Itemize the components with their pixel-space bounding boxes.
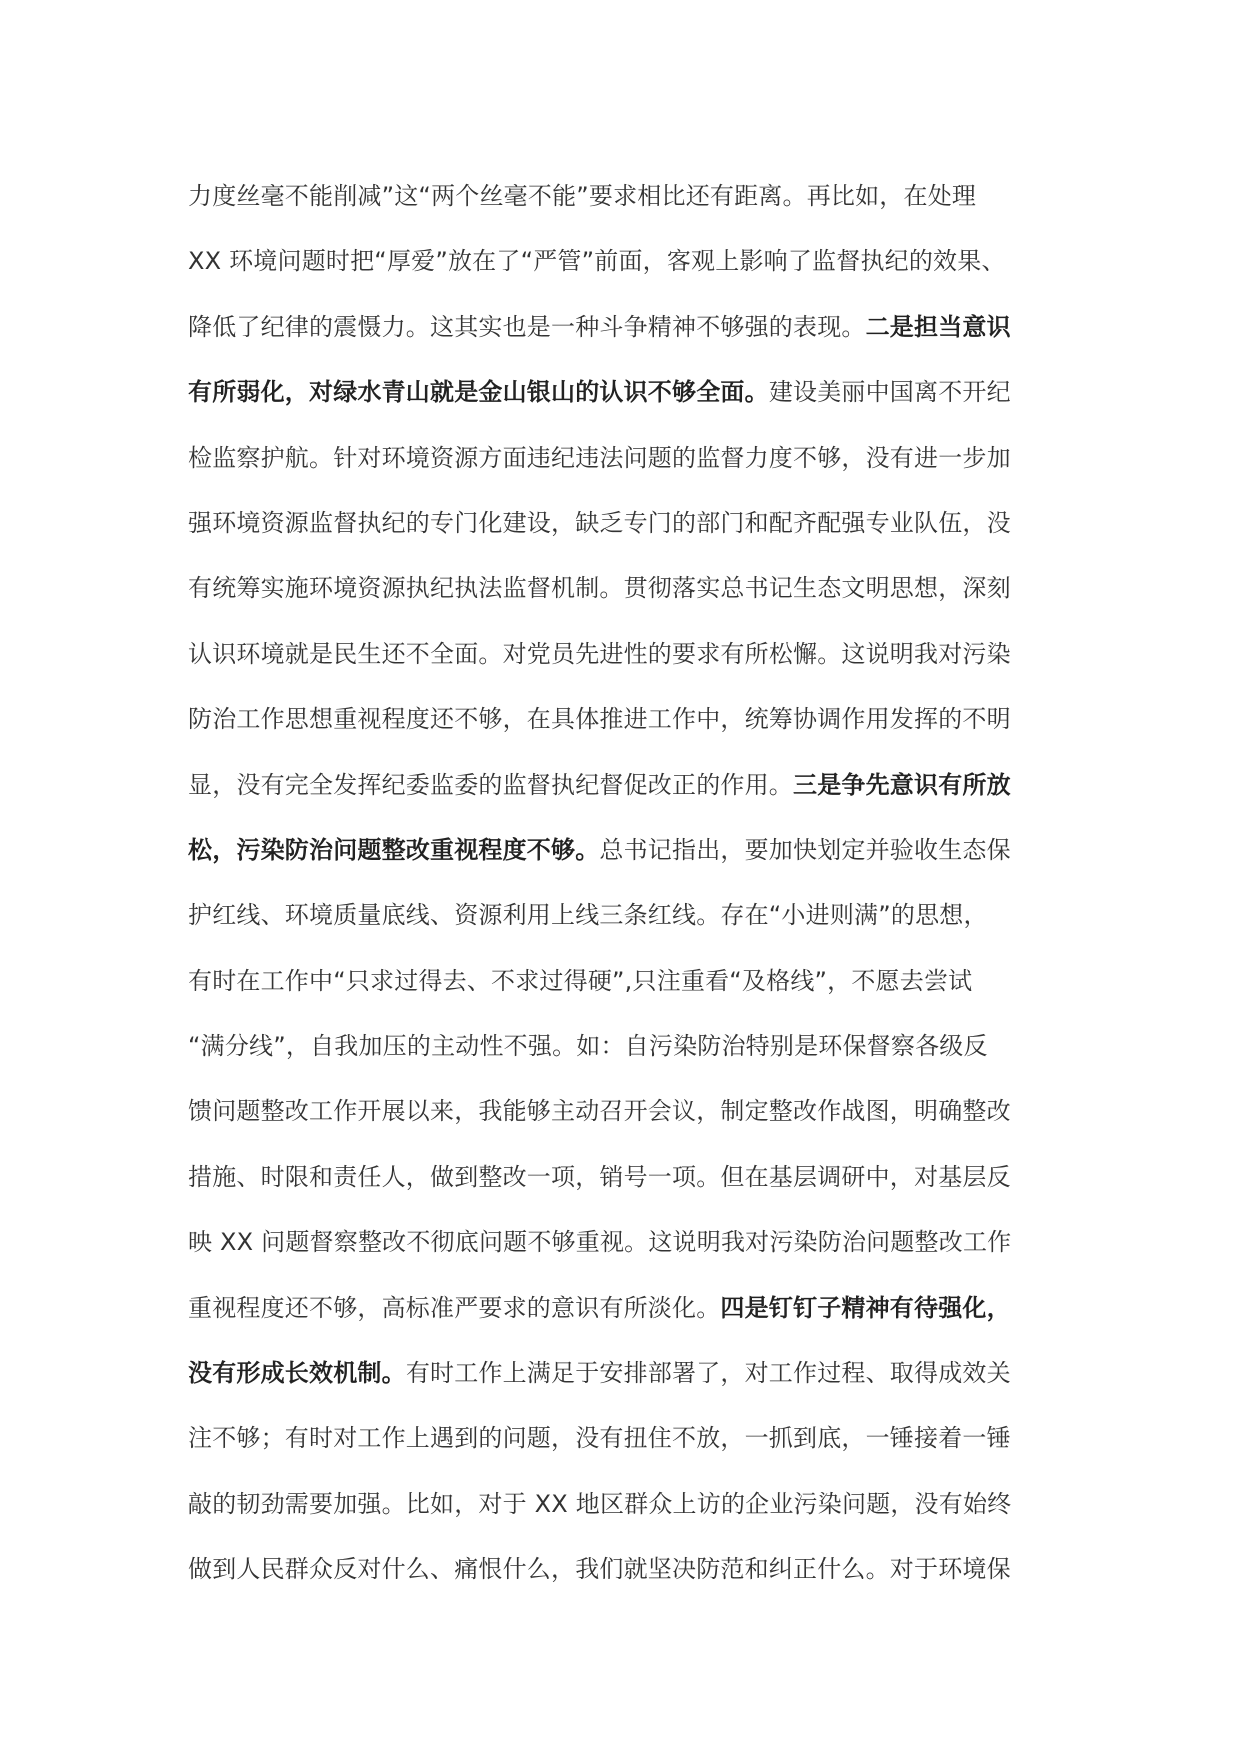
bold-text-segment: 没有形成长效机制。 [188,1359,406,1388]
text-segment: 建设美丽中国离不开纪 [768,378,1011,407]
text-line [188,1545,1068,1610]
text-line [188,1022,1068,1087]
text-line [188,630,1068,695]
text-segment: 映 XX 问题督察整改不彻底问题不够重视。这说明我对污染防治问题整改工作 [188,1228,1012,1257]
text-segment: 有时工作上满足于安排部署了，对工作过程、取得成效关 [405,1359,1011,1388]
text-segment: XX 环境问题时把“厚爱”放在了“严管”前面，客观上影响了监督执纪的效果、 [188,247,1006,276]
text-line [188,434,1068,499]
text-line [188,1087,1068,1152]
text-line [188,826,1068,891]
document-body [188,172,1068,1611]
text-line [188,1218,1068,1283]
text-line [188,1153,1068,1218]
text-segment: 认识环境就是民生还不全面。对党员先进性的要求有所松懈。这说明我对污染 [188,639,1011,668]
text-line [188,891,1068,956]
text-segment: 有时在工作中“只求过得去、不求过得硬”,只注重看“及格线”，不愿去尝试 [188,966,973,995]
text-segment: 护红线、环境质量底线、资源利用上线三条红线。存在“小进则满”的思想， [188,901,988,930]
text-segment: 力度丝毫不能削减”这“两个丝毫不能”要求相比还有距离。再比如，在处理 [188,182,977,210]
text-line [188,303,1068,368]
text-segment: 强环境资源监督执纪的专门化建设，缺乏专门的部门和配齐配强专业队伍，没 [188,508,1011,537]
text-line [188,695,1068,760]
bold-text-segment: 松，污染防治问题整改重视程度不够。 [188,835,600,864]
text-line [188,1349,1068,1414]
text-line [188,564,1068,629]
bold-text-segment: 二是担当意识 [865,312,1011,341]
text-line [188,1414,1068,1479]
text-line [188,1480,1068,1545]
text-segment: 馈问题整改工作开展以来，我能够主动召开会议，制定整改作战图，明确整改 [188,1097,1011,1126]
bold-text-segment: 有所弱化，对绿水青山就是金山银山的认识不够全面。 [188,378,769,407]
text-segment: 检监察护航。针对环境资源方面违纪违法问题的监督力度不够，没有进一步加 [188,443,1011,472]
text-segment: 重视程度还不够，高标准严要求的意识有所淡化。 [188,1293,721,1322]
text-line [188,1284,1068,1349]
text-segment: 显，没有完全发挥纪委监委的监督执纪督促改正的作用。 [188,770,793,799]
text-line [188,761,1068,826]
text-segment: 做到人民群众反对什么、痛恨什么，我们就坚决防范和纠正什么。对于环境保 [188,1555,1011,1584]
bold-text-segment: 三是争先意识有所放 [793,770,1011,799]
text-segment: 防治工作思想重视程度还不够，在具体推进工作中，统筹协调作用发挥的不明 [188,705,1011,734]
text-segment: 注不够；有时对工作上遇到的问题，没有扭住不放，一抓到底，一锤接着一锤 [188,1424,1011,1453]
text-line [188,172,1068,237]
text-segment: 有统筹实施环境资源执纪执法监督机制。贯彻落实总书记生态文明思想，深刻 [188,574,1011,603]
text-segment: 降低了纪律的震慑力。这其实也是一种斗争精神不够强的表现。 [188,312,866,341]
text-segment: 总书记指出，要加快划定并验收生态保 [599,835,1011,864]
text-segment: 措施、时限和责任人，做到整改一项，销号一项。但在基层调研中，对基层反 [188,1162,1011,1191]
text-segment: “满分线”，自我加压的主动性不强。如：自污染防治特别是环保督察各级反 [188,1032,988,1061]
text-line [188,499,1068,564]
bold-text-segment: 四是钉钉子精神有待强化， [720,1293,1011,1322]
text-line [188,368,1068,433]
text-line [188,957,1068,1022]
text-line [188,237,1068,302]
text-segment: 敲的韧劲需要加强。比如，对于 XX 地区群众上访的企业污染问题，没有始终 [188,1489,1012,1518]
